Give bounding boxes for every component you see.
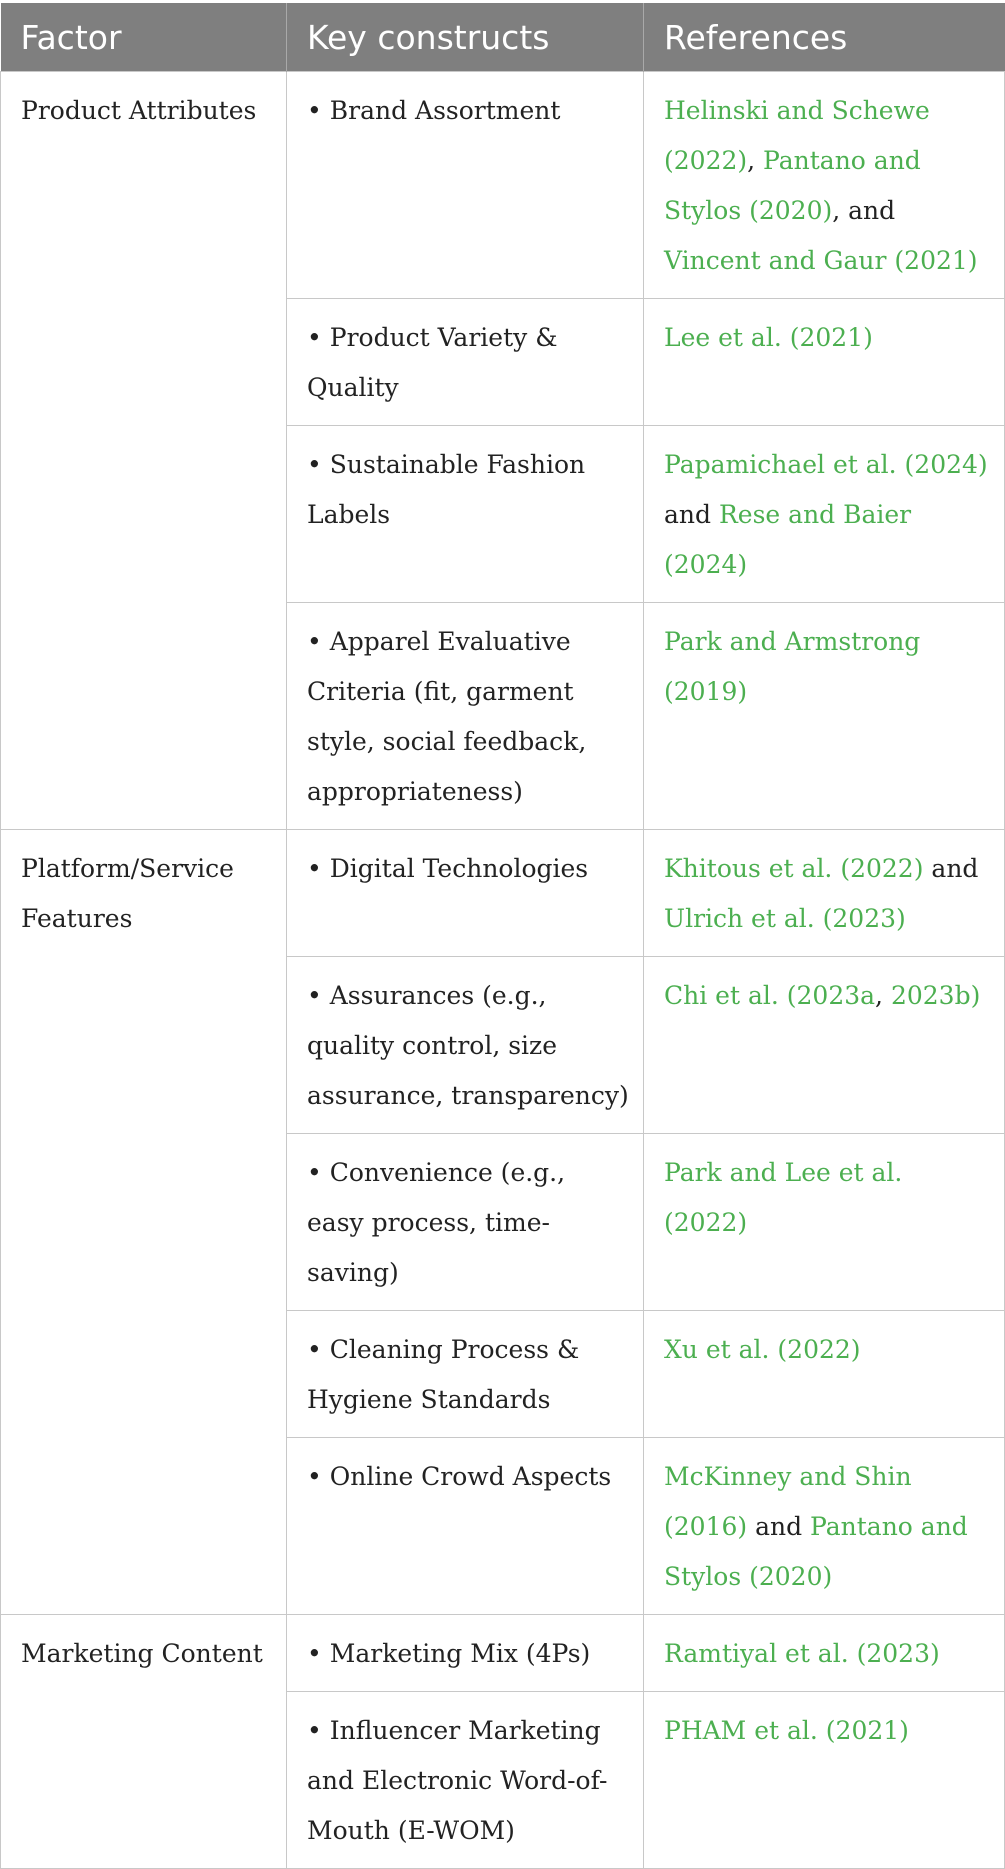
citation-link[interactable]: Papamichael et al. (2024) bbox=[664, 450, 988, 479]
construct-text: Cleaning Process & Hygiene Standards bbox=[307, 1335, 580, 1414]
bullet-marker: • bbox=[307, 1716, 322, 1745]
construct-cell bbox=[287, 299, 644, 426]
bullet-marker: • bbox=[307, 627, 322, 656]
citation-link[interactable]: Pantano and Stylos (2020) bbox=[664, 1512, 968, 1591]
citation-link[interactable]: PHAM et al. (2021) bbox=[664, 1716, 909, 1745]
references-cell bbox=[644, 1615, 1005, 1692]
construct-cell bbox=[287, 1134, 644, 1311]
references-cell bbox=[644, 603, 1005, 830]
citation-connector: , and bbox=[832, 196, 896, 225]
construct-text: Digital Technologies bbox=[329, 854, 589, 883]
construct-cell bbox=[287, 72, 644, 299]
citation-connector: and bbox=[923, 854, 979, 883]
bullet-marker: • bbox=[307, 854, 322, 883]
construct-cell bbox=[287, 830, 644, 957]
references-cell bbox=[644, 299, 1005, 426]
citation-link[interactable]: Lee et al. (2021) bbox=[664, 323, 873, 352]
construct-text: Sustainable Fashion Labels bbox=[307, 450, 586, 529]
citation-link[interactable]: Ramtiyal et al. (2023) bbox=[664, 1639, 940, 1668]
header-row bbox=[1, 3, 1005, 72]
bullet-marker: • bbox=[307, 1335, 322, 1364]
citation-link[interactable]: Park and Armstrong (2019) bbox=[664, 627, 921, 706]
table-row bbox=[1, 1615, 1005, 1692]
bullet-marker: • bbox=[307, 96, 322, 125]
citation-connector: , bbox=[875, 981, 891, 1010]
construct-text: Online Crowd Aspects bbox=[329, 1462, 612, 1491]
references-cell bbox=[644, 426, 1005, 603]
header-references: References bbox=[644, 3, 1005, 72]
references-cell bbox=[644, 1438, 1005, 1615]
citation-link[interactable]: Ulrich et al. (2023) bbox=[664, 904, 906, 933]
citation-connector: , bbox=[747, 146, 764, 175]
citation-link[interactable]: Park and Lee et al. (2022) bbox=[664, 1158, 903, 1237]
table-row bbox=[1, 72, 1005, 299]
table-body bbox=[1, 72, 1005, 1869]
citation-link[interactable]: Chi et al. (2023a bbox=[664, 981, 876, 1010]
references-cell bbox=[644, 1311, 1005, 1438]
construct-cell bbox=[287, 426, 644, 603]
citation-connector: and bbox=[664, 500, 719, 529]
bullet-marker: • bbox=[307, 1462, 322, 1491]
references-cell bbox=[644, 1692, 1005, 1869]
citation-link[interactable]: Pantano and Stylos (2020) bbox=[664, 146, 921, 225]
factors-table bbox=[0, 3, 1005, 1869]
citation-link[interactable]: 2023b) bbox=[890, 981, 981, 1010]
construct-text: Brand Assortment bbox=[329, 96, 561, 125]
construct-text: Convenience (e.g., easy process, time-saving) bbox=[307, 1158, 566, 1287]
citation-link[interactable]: Rese and Baier (2024) bbox=[664, 500, 912, 579]
construct-cell bbox=[287, 1615, 644, 1692]
citation-link[interactable]: McKinney and Shin (2016) bbox=[664, 1462, 912, 1541]
header-key-constructs: Key constructs bbox=[287, 3, 644, 72]
construct-text: Product Variety & Quality bbox=[307, 323, 558, 402]
construct-cell bbox=[287, 1438, 644, 1615]
bullet-marker: • bbox=[307, 323, 322, 352]
construct-text: Marketing Mix (4Ps) bbox=[329, 1639, 591, 1668]
construct-text: Apparel Evaluative Criteria (fit, garment style, social feedback, appropriateness) bbox=[307, 627, 587, 806]
bullet-marker: • bbox=[307, 450, 322, 479]
bullet-marker: • bbox=[307, 1639, 322, 1668]
construct-text: Influencer Marketing and Electronic Word-of-Mouth (E-WOM) bbox=[307, 1716, 608, 1845]
citation-link[interactable]: Khitous et al. (2022) bbox=[664, 854, 924, 883]
bullet-marker: • bbox=[307, 981, 322, 1010]
construct-cell bbox=[287, 603, 644, 830]
citation-connector: and bbox=[747, 1512, 811, 1541]
construct-cell bbox=[287, 957, 644, 1134]
factor-cell: Marketing Content bbox=[1, 1615, 287, 1869]
citation-link[interactable]: Vincent and Gaur (2021) bbox=[664, 246, 978, 275]
construct-text: Assurances (e.g., quality control, size assurance, transparency) bbox=[307, 981, 629, 1110]
references-cell bbox=[644, 72, 1005, 299]
references-cell bbox=[644, 957, 1005, 1134]
references-cell bbox=[644, 1134, 1005, 1311]
factor-cell: Platform/Service Features bbox=[1, 830, 287, 1615]
construct-cell bbox=[287, 1311, 644, 1438]
citation-link[interactable]: Xu et al. (2022) bbox=[664, 1335, 861, 1364]
references-cell bbox=[644, 830, 1005, 957]
factor-cell: Product Attributes bbox=[1, 72, 287, 830]
header-factor: Factor bbox=[1, 3, 287, 72]
bullet-marker: • bbox=[307, 1158, 322, 1187]
citation-link[interactable]: Helinski and Schewe (2022) bbox=[664, 96, 930, 175]
table-row bbox=[1, 830, 1005, 957]
construct-cell bbox=[287, 1692, 644, 1869]
